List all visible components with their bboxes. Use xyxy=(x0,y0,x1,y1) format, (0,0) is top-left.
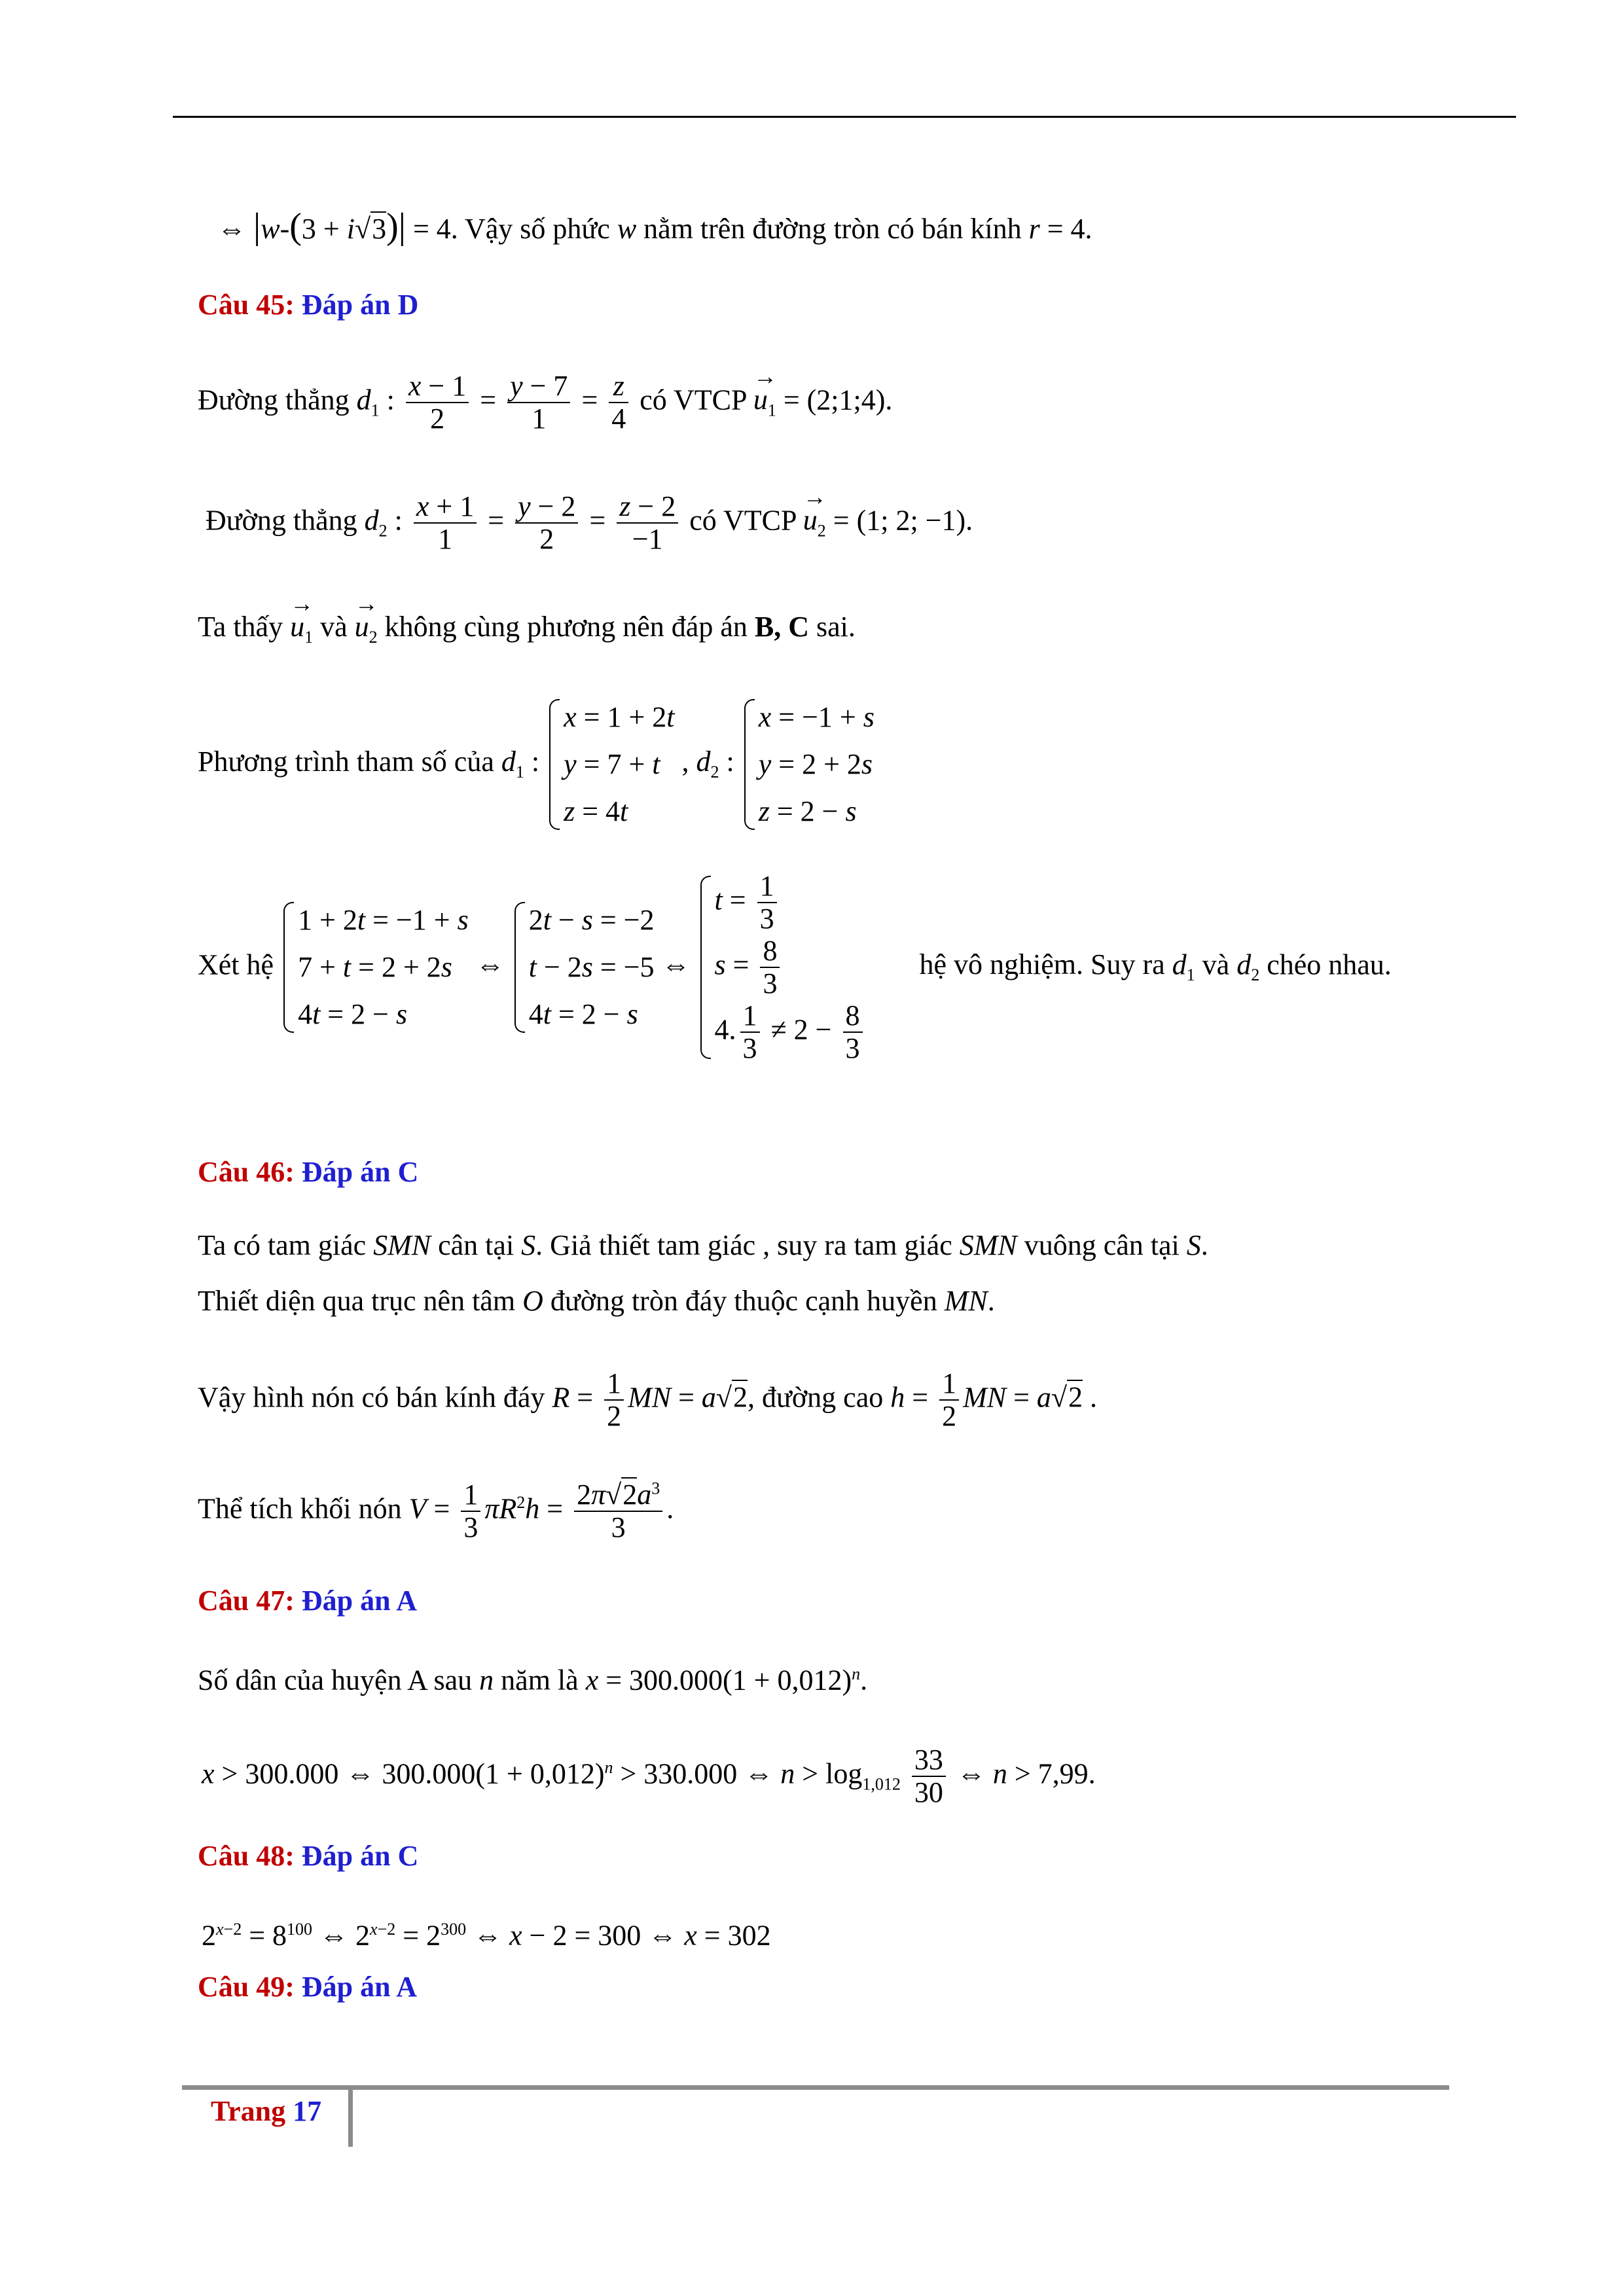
line-q46-4: Thể tích khối nón V = $\frac{1}{3}$ $\pi R^2h$ = $\frac{2\pi√2a^3}{3}$ . xyxy=(198,1479,674,1544)
heading-q45: Câu 45: Đáp án D xyxy=(198,289,419,321)
footer-separator xyxy=(348,2088,353,2147)
line-q46-1: Ta có tam giác SMN cân tại S. Giả thiết tam giác , suy ra tam giác SMN vuông cân tại S. xyxy=(198,1229,1208,1261)
line-q47-2: x > 300.000 ⇔ $300.000(1 + 0,012)^n > 330.000$ ⇔ $n > \log_{1,012}$ $\frac{33}{30}$ ⇔ n > 7,99. xyxy=(202,1744,1096,1809)
footer-rule xyxy=(182,2085,1449,2090)
line-d2: Đường thẳng $d_2$ : $\frac{x + 1}{1}$ = $\frac{y - 2}{2}$ = $\frac{z - 2}{-1}$ có VTCP → $u_2 = (1$; 2; −1). xyxy=(206,491,973,556)
line-q46-3: Vậy hình nón có bán kính đáy R = $\frac{1}{2}$ MN = a√2, đường cao h = $\frac{1}{2}$ MN = a√2 . xyxy=(198,1367,1098,1433)
line-system: Xét hệ 1 + 2t = −1 + s 7 + t = 2 + 2s 4t = 2 − s ⇔ 2t − s = −2 t − 2s = −5 4t = 2 − s ⇔ t = $\frac{1}{3}$ s = $\frac{8}{3}$ 4. $\frac{1}{3}$ ≠ 2 − $\frac{8}{3}$ hệ vô nghiệm. Suy ra $d_1$ và $d_2$ chéo nhau. xyxy=(198,870,1392,1064)
line-d1: Đường thẳng $d_1$ : $\frac{x - 1}{2}$ = $\frac{y - 7}{1}$ = $\frac{z}{4}$ có VTCP → $u_1$ = (2;1;4). xyxy=(198,370,892,435)
line-parametric: Phương trình tham số của $d_1$ : x = 1 + 2t y = 7 + t z = 4t , $d_2$ : x = −1 + s y = 2 + 2s z = 2 − s xyxy=(198,694,875,835)
line-q48-1: $2^{x-2} = 8^{100}$ ⇔ $2^{x-2} = 2^{300}$ ⇔ x − 2 = 300 ⇔ x = 302 xyxy=(202,1919,771,1952)
heading-q48: Câu 48: Đáp án C xyxy=(198,1840,419,1872)
heading-q49: Câu 49: Đáp án A xyxy=(198,1971,417,2003)
line-tathay: Ta thấy → $u_1$ và → $u_2$ không cùng phương nên đáp án B, C sai. xyxy=(198,609,856,656)
heading-q47: Câu 47: Đáp án A xyxy=(198,1585,417,1617)
header-rule xyxy=(173,116,1516,118)
line-1: ⇔ |w-(3 + i√3)| = 4. Vậy số phức w nằm trên đường tròn có bán kính r = 4. xyxy=(217,206,1092,247)
line-q46-2: Thiết diện qua trục nên tâm O đường tròn đáy thuộc cạnh huyền MN. xyxy=(198,1285,995,1317)
heading-q46: Câu 46: Đáp án C xyxy=(198,1156,419,1188)
page-number: Trang 17 xyxy=(211,2095,322,2127)
line-q47-1: Số dân của huyện A sau n năm là $x = 300.000(1 + 0,012)^n$. xyxy=(198,1664,868,1696)
